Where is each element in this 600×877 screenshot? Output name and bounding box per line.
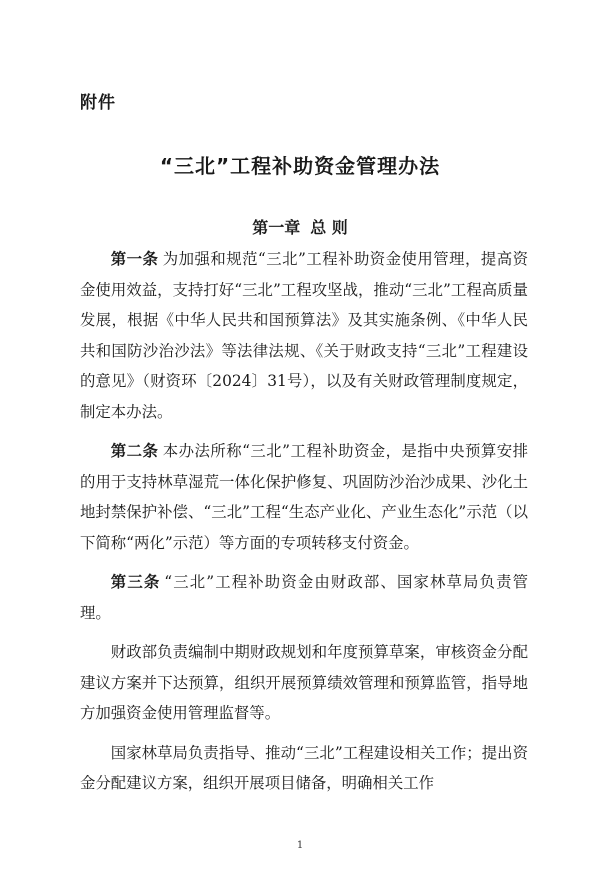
article-2 — [80, 436, 528, 558]
attachment-label: 附件 — [80, 93, 116, 113]
article-1-label: 第一条 — [110, 250, 159, 268]
chapter-name: 总 则 — [310, 218, 348, 237]
article-2-text: 本办法所称“三北”工程补助资金，是指中央预算安排的用于支持林草湿荒一体化保护修复、巩固防沙治沙成果、沙化土地封禁保护补偿、“三北”工程“生态产业化、产业生态化”示范（以下简称“两化”示范）等方面的专项转移支付资金。 — [80, 442, 528, 552]
document-body — [80, 244, 528, 808]
article-1-text: 为加强和规范“三北”工程补助资金使用管理，提高资金使用效益，支持打好“三北”工程攻坚战，推动“三北”工程高质量发展，根据《中华人民共和国预算法》及其实施条例、《中华人民共和国防沙治沙法》等法律法规、《关于财政支持“三北”工程建设的意见》（财资环〔2024〕31号），以及有关财政管理制度规定，制定本办法。 — [80, 250, 528, 421]
document-title: “三北”工程补助资金管理办法 — [159, 154, 441, 178]
paragraph-forestry: 国家林草局负责指导、推动“三北”工程建设相关工作；提出资金分配建议方案，组织开展项目储备，明确相关工作 — [80, 743, 528, 792]
chapter-heading — [0, 215, 600, 238]
chapter-number: 第一章 — [252, 218, 301, 237]
article-3-text: “三北”工程补助资金由财政部、国家林草局负责管理。 — [80, 573, 528, 622]
article-3 — [80, 567, 528, 628]
paragraph-mof: 财政部负责编制中期财政规划和年度预算草案，审核资金分配建议方案并下达预算，组织开展预算绩效管理和预算监管，指导地方加强资金使用管理监督等。 — [80, 643, 528, 722]
article-2-label: 第二条 — [110, 442, 159, 460]
page-number: 1 — [296, 840, 304, 851]
article-1 — [80, 244, 528, 427]
article-3-label: 第三条 — [110, 573, 161, 591]
